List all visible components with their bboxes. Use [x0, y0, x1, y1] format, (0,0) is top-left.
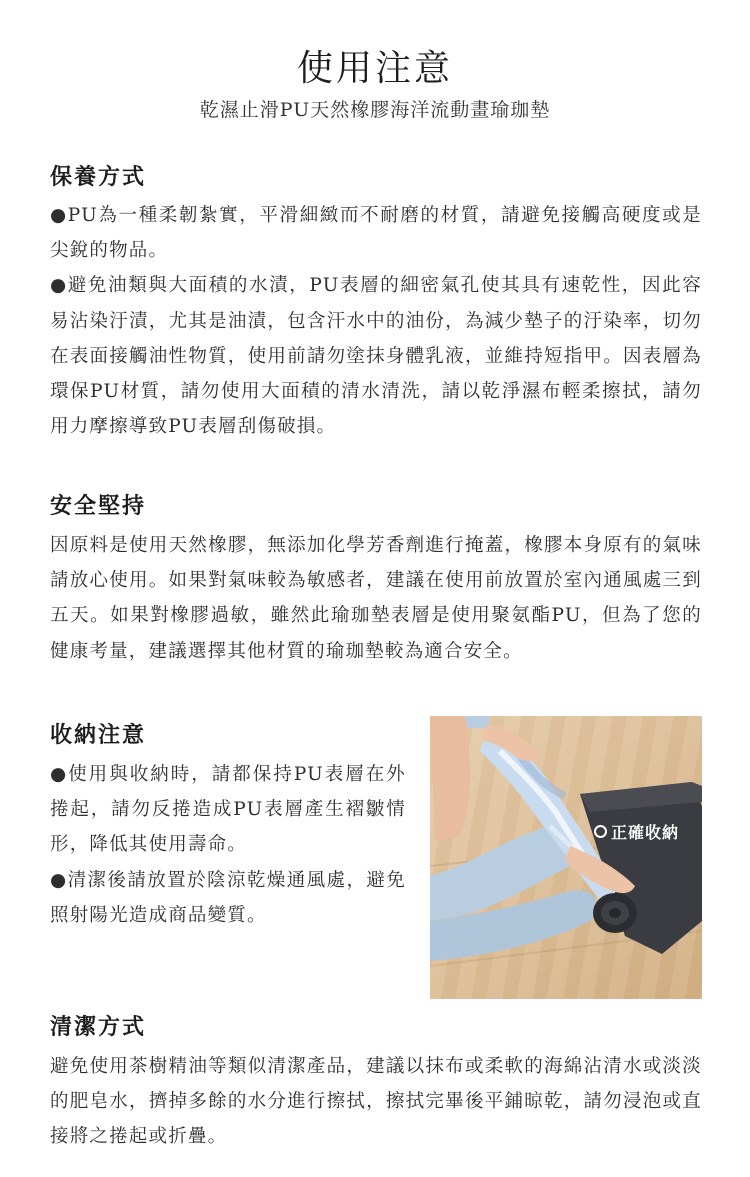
storage-photo: [430, 716, 702, 999]
circle-icon: [594, 825, 607, 838]
page-subtitle: 乾濕止滑PU天然橡膠海洋流動畫瑜珈墊: [199, 99, 551, 121]
care-body: [50, 198, 702, 444]
safety-body: [50, 528, 702, 669]
correct-storage-label: 正確收納: [611, 823, 680, 842]
storage-heading: 收納注意: [50, 722, 147, 748]
page-title: 使用注意: [296, 48, 453, 89]
care-bullet-1: ● PU為一種柔韌紮實，平滑細緻而不耐磨的材質，請避免接觸高硬度或是尖銳的物品。: [50, 198, 702, 268]
cleaning-heading: 清潔方式: [50, 1014, 147, 1040]
storage-bullet-1: ● 使用與收納時，請都保持PU表層在外捲起，請勿反捲造成PU表層產生褶皺情形，降低其使用壽命。: [50, 757, 406, 863]
safety-text: 因原料是使用天然橡膠，無添加化學芳香劑進行掩蓋，橡膠本身原有的氣味請放心使用。如果對氣味較為敏感者，建議在使用前放置於室內通風處三到五天。如果對橡膠過敏，雖然此瑜珈墊表層是使用聚氨酯PU，但為了您的健康考量，建議選擇其他材質的瑜珈墊較為適合安全。: [50, 535, 702, 662]
care-bullet-2: ● 避免油類與大面積的水漬，PU表層的細密氣孔使其具有速乾性，因此容易沾染汙漬，尤其是油漬，包含汗水中的油份，為減少墊子的汙染率，切勿在表面接觸油性物質，使用前請勿塗抹身體乳液，並維持短指甲。因表層為環保PU材質，請勿使用大面積的清水清洗，請以乾淨濕布輕柔擦拭，請勿用力摩擦導致PU表層刮傷破損。: [50, 268, 702, 444]
storage-body: [50, 757, 406, 933]
cleaning-text: 避免使用茶樹精油等類似清潔產品，建議以抹布或柔軟的海綿沾清水或淡淡的肥皂水，擠掉多餘的水分進行擦拭，擦拭完畢後平鋪晾乾，請勿浸泡或直接將之捲起或折疊。: [50, 1056, 702, 1148]
safety-heading: 安全堅持: [50, 493, 147, 519]
cleaning-body: [50, 1049, 702, 1155]
rolling-mat-illustration: [430, 716, 702, 999]
care-heading: 保養方式: [50, 164, 147, 190]
correct-storage-badge: [594, 820, 679, 843]
storage-bullet-2: ● 清潔後請放置於陰涼乾燥通風處，避免照射陽光造成商品變質。: [50, 863, 406, 933]
